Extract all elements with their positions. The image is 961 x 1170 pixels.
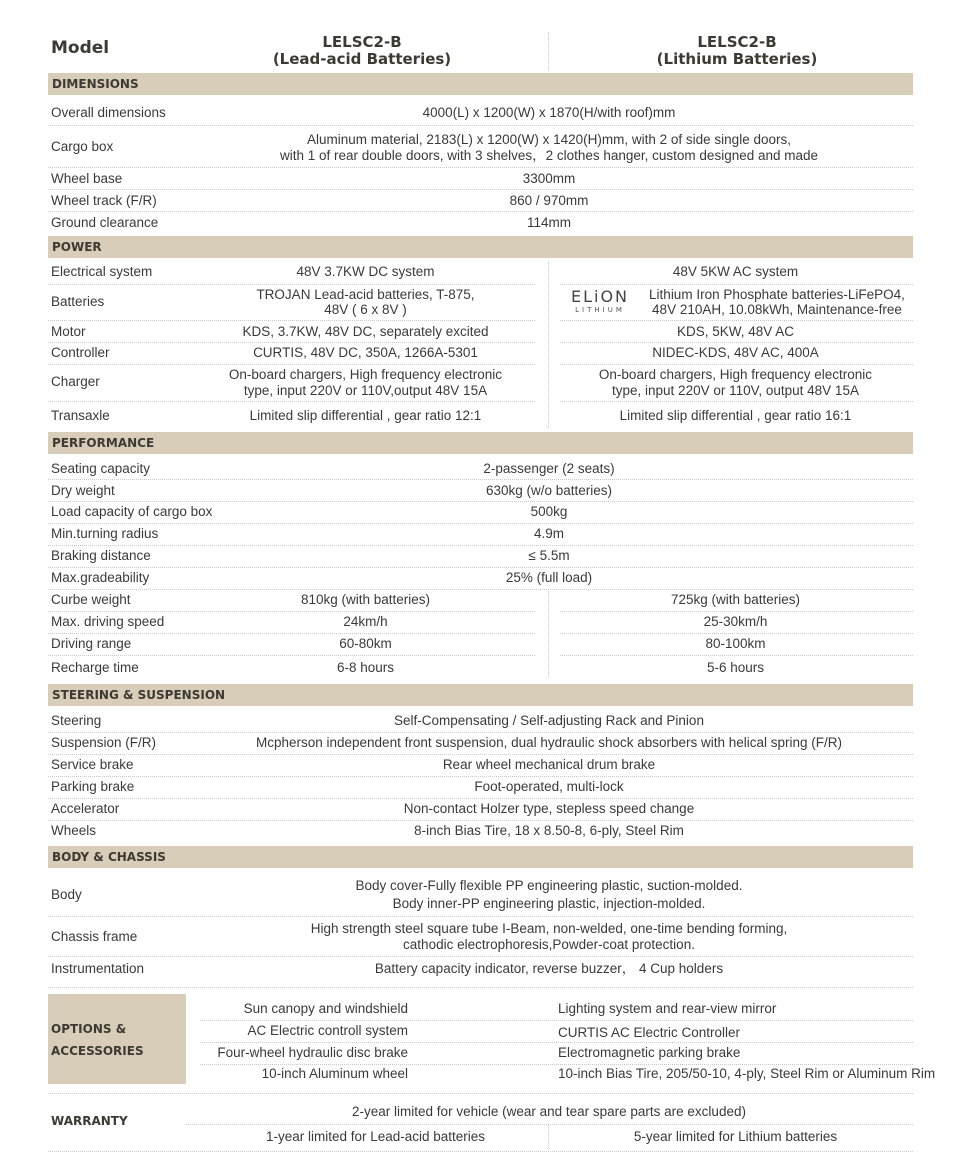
row-label: Wheels	[51, 823, 97, 838]
row-divider	[48, 167, 913, 168]
row-divider	[48, 987, 913, 988]
row-divider	[48, 798, 913, 799]
option-right: 10-inch Bias Tire, 205/50-10, 4-ply, Steel Rim or Aluminum Rim	[558, 1066, 936, 1081]
row-divider	[200, 1064, 913, 1065]
row-divider	[48, 776, 913, 777]
row-label: Dry weight	[51, 483, 115, 498]
row-value: Self-Compensating / Self-adjusting Rack and Pinion	[394, 713, 704, 728]
row-divider	[48, 401, 535, 402]
row-value: Foot-operated, multi-lock	[474, 779, 624, 794]
row-value: ≤ 5.5m	[528, 548, 570, 563]
row-label: Accelerator	[51, 801, 120, 816]
lead-value: 6-8 hours	[336, 660, 395, 675]
lead-model-title	[212, 34, 512, 68]
row-label: Body	[51, 887, 82, 902]
lith-value: 25-30km/h	[703, 614, 768, 629]
row-value: 25% (full load)	[505, 570, 593, 585]
lead-value: KDS, 3.7KW, 48V DC, separately excited	[242, 324, 489, 339]
row-value-line1: Aluminum material, 2183(L) x 1200(W) x 1420(H)mm, with 2 of side single doors,	[307, 132, 791, 147]
row-divider	[560, 611, 913, 612]
row-label: Braking distance	[51, 548, 151, 563]
row-value: 630kg (w/o batteries)	[485, 483, 613, 498]
row-divider	[48, 125, 913, 126]
row-label: Chassis frame	[51, 929, 138, 944]
header-divider	[548, 32, 549, 70]
row-label: Motor	[51, 324, 86, 339]
row-value: 3300mm	[522, 171, 576, 186]
column-divider	[548, 591, 549, 677]
row-divider	[48, 189, 913, 190]
row-divider	[48, 655, 535, 656]
row-label: Max.gradeability	[51, 570, 150, 585]
row-divider	[48, 211, 913, 212]
row-label: Service brake	[51, 757, 134, 772]
row-label: Batteries	[51, 294, 105, 309]
row-label: Ground clearance	[51, 215, 159, 230]
row-divider	[48, 633, 535, 634]
warranty-lead: 1-year limited for Lead-acid batteries	[265, 1129, 486, 1144]
row-value-line1: Body cover-Fully flexible PP engineering plastic, suction-molded.	[355, 878, 743, 893]
option-left: 10-inch Aluminum wheel	[261, 1066, 408, 1081]
row-value-line2: Body inner-PP engineering plastic, injection-molded.	[392, 896, 706, 911]
row-divider	[48, 479, 913, 480]
row-divider	[186, 1124, 913, 1125]
row-value: 8-inch Bias Tire, 18 x 8.50-8, 6-ply, Steel Rim	[414, 823, 684, 838]
row-divider	[48, 284, 535, 285]
row-label: Load capacity of cargo box	[51, 504, 213, 519]
options-title-line1: OPTIONS &	[51, 1022, 127, 1036]
row-divider	[48, 916, 913, 917]
row-value: 2-passenger (2 seats)	[483, 461, 615, 476]
lith-model-name: LELSC2-B	[697, 33, 777, 51]
row-value: 4.9m	[533, 526, 564, 541]
lead-value-line1: On-board chargers, High frequency electronic	[228, 367, 503, 382]
lead-value: 48V 3.7KW DC system	[296, 264, 435, 279]
row-divider	[48, 1151, 913, 1152]
row-divider	[560, 364, 913, 365]
row-value: Battery capacity indicator, reverse buzzer， 4 Cup holders	[374, 961, 724, 976]
section-options-accessories	[48, 994, 186, 1084]
column-divider	[548, 1124, 549, 1150]
row-value: 500kg	[530, 504, 568, 519]
row-divider	[48, 567, 913, 568]
options-title-line2: ACCESSORIES	[51, 1044, 144, 1058]
option-left: Sun canopy and windshield	[243, 1001, 408, 1016]
row-label: Overall dimensions	[51, 105, 166, 120]
lead-value: 810kg (with batteries)	[300, 592, 431, 607]
row-value: 860 / 970mm	[509, 193, 589, 208]
row-label: Cargo box	[51, 139, 114, 154]
row-divider	[560, 320, 913, 321]
lead-value-line2: 48V ( 6 x 8V )	[324, 302, 407, 317]
row-label: Steering	[51, 713, 102, 728]
row-divider	[48, 1093, 913, 1094]
row-divider	[560, 401, 913, 402]
model-label: Model	[51, 38, 110, 58]
lead-value: Limited slip differential , gear ratio 12:1	[249, 408, 482, 423]
row-label: Parking brake	[51, 779, 135, 794]
option-right: Electromagnetic parking brake	[558, 1045, 741, 1060]
lead-value: CURTIS, 48V DC, 350A, 1266A-5301	[253, 345, 478, 360]
row-divider	[48, 320, 535, 321]
row-value-line1: High strength steel square tube I-Beam, non-welded, one-time bending forming,	[310, 921, 788, 936]
row-divider	[560, 342, 913, 343]
option-left: AC Electric controll system	[247, 1023, 408, 1038]
row-label: Recharge time	[51, 660, 139, 675]
warranty-vehicle: 2-year limited for vehicle (wear and tear spare parts are excluded)	[352, 1104, 746, 1119]
lith-value-line1: On-board chargers, High frequency electronic	[598, 367, 873, 382]
logo-subtitle: LITHIUM	[575, 306, 625, 314]
option-right: Lighting system and rear-view mirror	[558, 1001, 777, 1016]
warranty-lith: 5-year limited for Lithium batteries	[633, 1129, 838, 1144]
row-divider	[48, 364, 535, 365]
row-label: Min.turning radius	[51, 526, 159, 541]
options-title	[51, 1018, 144, 1062]
row-value: Non-contact Holzer type, stepless speed change	[403, 801, 695, 816]
lith-model-title	[587, 34, 887, 68]
row-value: Mcpherson independent front suspension, dual hydraulic shock absorbers with helical spring (F/R)	[255, 735, 843, 750]
row-value: Rear wheel mechanical drum brake	[442, 757, 656, 772]
lith-model-subtitle: (Lithium Batteries)	[656, 50, 818, 68]
row-label: Charger	[51, 374, 100, 389]
lith-value: 80-100km	[705, 636, 766, 651]
row-label: Driving range	[51, 636, 132, 651]
row-value-line2: with 1 of rear double doors, with 3 shelves，2 clothes hanger, custom designed and made	[279, 148, 819, 163]
lead-model-subtitle: (Lead-acid Batteries)	[272, 50, 452, 68]
row-divider	[48, 754, 913, 755]
row-value: 114mm	[526, 215, 571, 230]
lead-value: 60-80km	[339, 636, 392, 651]
row-divider	[200, 1020, 913, 1021]
row-divider	[48, 342, 535, 343]
section-power: POWER	[48, 236, 913, 258]
row-label: Curbe weight	[51, 592, 131, 607]
lith-value: 725kg (with batteries)	[670, 592, 801, 607]
section-dimensions: DIMENSIONS	[48, 73, 913, 95]
row-label: Transaxle	[51, 408, 110, 423]
section-body-chassis: BODY & CHASSIS	[48, 846, 913, 868]
row-divider	[48, 545, 913, 546]
row-divider	[560, 633, 913, 634]
lead-value-line2: type, input 220V or 110V,output 48V 15A	[243, 383, 488, 398]
row-divider	[48, 611, 535, 612]
row-divider	[48, 589, 913, 590]
row-divider	[48, 956, 913, 957]
row-divider	[560, 284, 913, 285]
row-label: Instrumentation	[51, 961, 145, 976]
row-divider	[48, 523, 913, 524]
option-right: CURTIS AC Electric Controller	[558, 1025, 741, 1040]
section-steering-suspension: STEERING & SUSPENSION	[48, 684, 913, 706]
lith-value: Limited slip differential , gear ratio 16:1	[619, 408, 852, 423]
lith-value-line2: type, input 220V or 110V, output 48V 15A	[612, 383, 859, 398]
lith-value-line1: Lithium Iron Phosphate batteries-LiFePO4,	[649, 287, 905, 302]
lead-value-line1: TROJAN Lead-acid batteries, T-875,	[256, 287, 475, 302]
lead-value: 24km/h	[343, 614, 388, 629]
row-divider	[200, 1042, 913, 1043]
row-label: Seating capacity	[51, 461, 151, 476]
row-label: Wheel base	[51, 171, 123, 186]
lith-value: 5-6 hours	[706, 660, 765, 675]
lith-value: KDS, 5KW, 48V AC	[676, 324, 795, 339]
row-label: Wheel track (F/R)	[51, 193, 157, 208]
row-label: Electrical system	[51, 264, 153, 279]
row-value-line2: cathodic electrophoresis,Powder-coat protection.	[403, 937, 695, 952]
column-divider	[548, 262, 549, 428]
row-divider	[560, 655, 913, 656]
row-divider	[48, 732, 913, 733]
row-value: 4000(L) x 1200(W) x 1870(H/with roof)mm	[422, 105, 676, 120]
lith-value: NIDEC-KDS, 48V AC, 400A	[652, 345, 819, 360]
option-left: Four-wheel hydraulic disc brake	[217, 1045, 408, 1060]
elion-lithium-logo	[566, 289, 634, 317]
row-label: Suspension (F/R)	[51, 735, 157, 750]
row-divider	[48, 501, 913, 502]
row-label: Controller	[51, 345, 110, 360]
lith-value-line2: 48V 210AH, 10.08kWh, Maintenance-free	[652, 302, 902, 317]
logo-wordmark: ELiON	[570, 287, 630, 306]
lith-value: 48V 5KW AC system	[672, 264, 799, 279]
row-divider	[48, 820, 913, 821]
section-performance: PERFORMANCE	[48, 432, 913, 454]
section-warranty: WARRANTY	[51, 1114, 128, 1128]
row-label: Max. driving speed	[51, 614, 165, 629]
lead-model-name: LELSC2-B	[322, 33, 402, 51]
